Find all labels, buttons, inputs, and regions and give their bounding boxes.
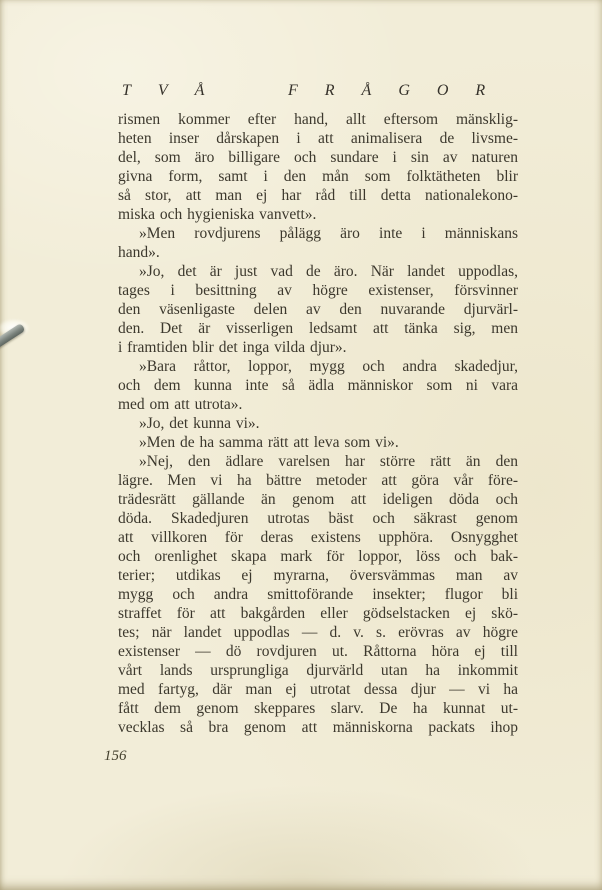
running-header-word-left: TVÅ: [122, 82, 232, 99]
text-line: lägre. Men vi ha bättre metoder att göra vår före-: [118, 472, 518, 489]
text-line: så stor, att man ej har råd till detta nationalekono-: [118, 187, 518, 204]
text-line: tes; när landet uppodlas — d. v. s. erövras av högre: [118, 624, 518, 641]
body-text: [118, 110, 518, 737]
text-line: i framtiden blir det inga vilda djur».: [118, 339, 347, 356]
text-line: straffet för att bakgården eller gödselstacken ej skö-: [118, 605, 518, 622]
page-number: 156: [104, 748, 127, 764]
text-line: fått dem genom skeppares slarv. De ha kunnat ut-: [118, 700, 518, 717]
text-line: den väsenligaste delen av den nuvarande djurvärl-: [118, 301, 518, 318]
text-line: »Men rovdjurens pålägg äro inte i människans: [139, 225, 518, 242]
text-line: att villkoren för deras existens upphöra. Osnygghet: [118, 529, 518, 546]
text-line: vecklas så bra genom att människorna packats ihop: [118, 719, 518, 736]
text-line: och dem kunna inte så ädla människor som ni vara: [118, 377, 518, 394]
text-line: »Bara råttor, loppor, mygg och andra skadedjur,: [139, 358, 518, 375]
text-line: existenser — dö rovdjuren ut. Råttorna höra ej till: [118, 643, 518, 660]
running-header-word-right: FRÅGOR: [288, 82, 513, 99]
text-line: med om att utrota».: [118, 396, 243, 413]
text-line: hand».: [118, 244, 160, 261]
text-line: miska och hygieniska vanvett».: [118, 206, 317, 223]
text-line: givna form, samt i den mån som folktätheten blir: [118, 168, 518, 185]
text-line: den. Det är visserligen ledsamt att tänka sig, men: [118, 320, 518, 337]
text-line: »Jo, det är just vad de äro. När landet uppodlas,: [139, 263, 518, 280]
text-line: rismen kommer efter hand, allt eftersom mänsklig-: [118, 111, 518, 128]
text-line: mygg och andra smittoförande insekter; flugor bli: [118, 586, 518, 603]
running-header: [120, 82, 520, 104]
text-line: vårt lands ursprungliga djurvärld utan ha inkommit: [118, 662, 518, 679]
text-line: »Men de ha samma rätt att leva som vi».: [139, 434, 399, 451]
text-line: och orenlighet skapa mark för loppor, löss och bak-: [118, 548, 518, 565]
text-line: »Jo, det kunna vi».: [139, 415, 260, 432]
text-line: med fartyg, där man ej utrotat dessa djur — vi ha: [118, 681, 518, 698]
text-line: döda. Skadedjuren utrotas bäst och säkrast genom: [118, 510, 518, 527]
text-line: trädesrätt gällande än genom att ideligen döda och: [118, 491, 518, 508]
text-line: terier; utdikas ej myrarna, översvämmas man av: [118, 567, 518, 584]
text-line: del, som äro billigare och sundare i sin av naturen: [118, 149, 518, 166]
text-line: tages i besittning av högre existenser, försvinner: [118, 282, 518, 299]
paper-clip-artifact: [0, 323, 26, 350]
text-line: heten inser dårskapen i att animalisera de livsme-: [118, 130, 518, 147]
text-line: »Nej, den ädlare varelsen har större rätt än den: [139, 453, 518, 470]
